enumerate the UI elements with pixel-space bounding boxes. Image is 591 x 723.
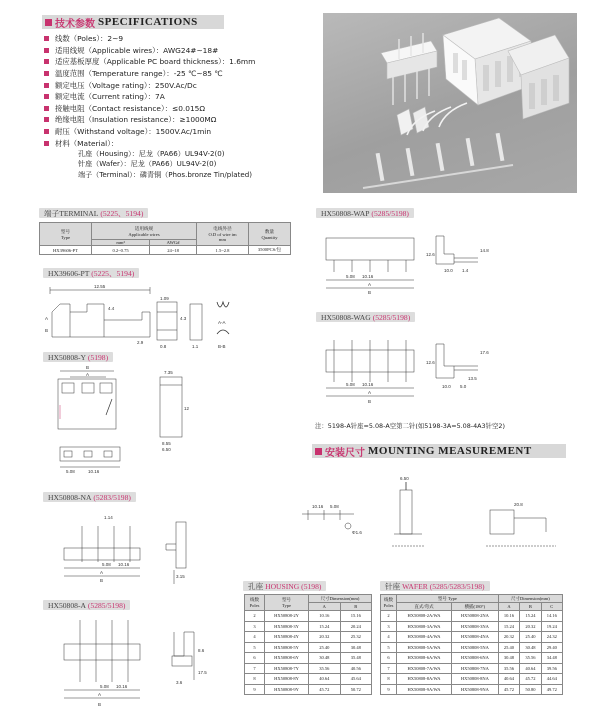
table-cell: 20.24 xyxy=(340,621,372,632)
product-photo xyxy=(323,13,577,193)
table-cell: 30.48 xyxy=(309,653,341,664)
table-cell: HX50808-9A/WA xyxy=(397,684,452,695)
table-row xyxy=(245,611,372,622)
table-cell: HX50808-6Y xyxy=(265,653,309,664)
wap-section-label: HX50808-WAP (5285/5198) xyxy=(316,208,414,218)
material-item: 针座（Wafer）：尼龙（PA66）UL94V-2(0) xyxy=(78,159,217,169)
terminal-h-wires-en: Applicable wires xyxy=(128,231,160,237)
terminal-strip-image xyxy=(363,133,513,188)
wap-dim-pitch: 5.08 xyxy=(346,274,355,279)
housing-section-label: 孔座 HOUSING (5198) xyxy=(243,581,326,591)
connector-photo-illustration xyxy=(323,13,577,193)
note-text: 注：5198-A针座=5.08-A空第二针(如5198-3A=5.08-4A3针空2) xyxy=(315,422,505,430)
spec-item: 额定电压（Voltage rating）：250V.Ac/Dc xyxy=(44,79,324,91)
table-row xyxy=(245,632,372,643)
table-cell: HX50808-8NA xyxy=(451,674,498,685)
table-cell: 14.16 xyxy=(541,611,562,622)
housing-h-dim: 尺寸Dimension(mm) xyxy=(309,595,372,603)
terminal-table xyxy=(39,222,291,255)
specifications-title-cn: 技术参数 xyxy=(55,18,95,30)
bullet-icon xyxy=(44,129,49,134)
table-cell: 2 xyxy=(381,611,397,622)
table-cell: HX50808-9Y xyxy=(265,684,309,695)
table-cell: 6 xyxy=(381,653,397,664)
spec-item: 耐压（Withstand voltage）：1500V.Ac/1min xyxy=(44,126,324,138)
y-dim-w: 8.55 xyxy=(162,441,171,446)
table-row xyxy=(381,684,563,695)
na-dim-s2: 10.16 xyxy=(118,562,130,567)
pt-label-a: A xyxy=(45,316,49,321)
table-cell: HX50808-8Y xyxy=(265,674,309,685)
wap-dim-h2: 14.8 xyxy=(480,248,489,253)
table-cell: 3 xyxy=(245,621,265,632)
pt-dim-d: 0.8 xyxy=(160,344,167,349)
table-cell: 30.48 xyxy=(498,653,519,664)
table-row xyxy=(381,621,563,632)
pt-dim-c: 1.09 xyxy=(160,296,169,301)
table-row xyxy=(381,611,563,622)
table-cell: 3 xyxy=(381,621,397,632)
table-row xyxy=(381,653,563,664)
table-cell: 30.48 xyxy=(520,642,541,653)
bullet-icon xyxy=(44,48,49,53)
table-cell: 2 xyxy=(245,611,265,622)
a-section-label: HX50808-A (5285/5198) xyxy=(43,600,130,610)
table-row xyxy=(381,674,563,685)
wap-dim-w: 10.0 xyxy=(444,268,453,273)
table-cell: 49.72 xyxy=(541,684,562,695)
wafer-h-type-cn: 型号 xyxy=(437,595,447,601)
terminal-h-model-cn: 型号 xyxy=(60,228,71,234)
table-cell: HX50808-3A/WA xyxy=(397,621,452,632)
a-dim-h: 8.6 xyxy=(198,648,205,653)
table-cell: HX50808-5A/WA xyxy=(397,642,452,653)
wap-wafer-drawing xyxy=(318,222,498,300)
table-cell: 20.32 xyxy=(498,632,519,643)
wafer-h-straight: 直式/弯式 xyxy=(397,603,452,611)
table-cell: 10.16 xyxy=(498,611,519,622)
table-cell: 25.40 xyxy=(520,632,541,643)
table-cell: 50.72 xyxy=(340,684,372,695)
spec-item: 接触电阻（Contact resistance）：≤0.015Ω xyxy=(44,103,324,115)
housing-h-a: A xyxy=(309,603,341,611)
na-dim-top: 1.14 xyxy=(104,515,113,520)
wafer-h-angle: 横插(180°) xyxy=(451,603,498,611)
table-cell: 8 xyxy=(245,674,265,685)
table-row xyxy=(245,674,372,685)
table-cell: 35.56 xyxy=(520,653,541,664)
a-label-a: A xyxy=(98,692,102,697)
wafer-table-body xyxy=(381,611,563,695)
pt-dim-w: 4.4 xyxy=(108,306,115,311)
na-section-label: HX50808-NA (5283/5198) xyxy=(43,492,136,502)
material-item: 孔座（Housing）：尼龙（PA66）UL94V-2(0) xyxy=(78,148,225,158)
table-cell: 15.24 xyxy=(498,621,519,632)
table-cell: 40.64 xyxy=(309,674,341,685)
housing-h-type-cn: 型号 xyxy=(282,597,291,602)
wap-label-a: A xyxy=(368,282,372,287)
specifications-title-en: SPECIFICATIONS xyxy=(98,16,198,28)
wag-dim-h: 12.6 xyxy=(426,360,435,365)
table-row xyxy=(245,684,372,695)
wag-section-label: HX50808-WAG (5285/5198) xyxy=(316,312,415,322)
table-row xyxy=(245,621,372,632)
na-wafer-drawing xyxy=(42,504,202,596)
mounting-drawing xyxy=(296,470,576,570)
na-dim-h: 3.15 xyxy=(176,574,185,579)
pt-terminal-drawing xyxy=(42,282,242,352)
table-cell: 25.32 xyxy=(340,632,372,643)
pt-dim-a: 4.3 xyxy=(180,316,187,321)
table-cell: HX50808-7A/WA xyxy=(397,663,452,674)
table-cell: HX50808-4A/WA xyxy=(397,632,452,643)
wafer-h-c: C xyxy=(541,603,562,611)
table-cell: 35.56 xyxy=(309,663,341,674)
housing-h-poles-en: Poles xyxy=(249,603,260,608)
bullet-icon xyxy=(44,71,49,76)
table-cell: 5 xyxy=(381,642,397,653)
wafer-h-poles-cn: 线数 xyxy=(384,597,393,602)
table-cell: 40.56 xyxy=(340,663,372,674)
a-label-b: B xyxy=(98,702,102,707)
pt-dim-b: 2.9 xyxy=(137,340,144,345)
wag-dim-pitch2: 10.16 xyxy=(362,382,374,387)
table-cell: 6 xyxy=(245,653,265,664)
terminal-section-label: 端子 TERMINAL (5225、5194) xyxy=(39,208,148,218)
table-row xyxy=(381,632,563,643)
terminal-h-mm2: mm² xyxy=(92,240,150,246)
table-row xyxy=(245,642,372,653)
housing-h-poles-cn: 线数 xyxy=(250,597,259,602)
table-row xyxy=(381,642,563,653)
na-label-a: A xyxy=(100,570,104,575)
spec-item: 材料（Material）： xyxy=(44,137,324,149)
material-item: 端子（Terminal）：磷青铜（Phos.bronze Tin/plated) xyxy=(78,169,252,179)
terminal-cell-awg: 24~18 xyxy=(150,246,197,255)
table-cell: 9 xyxy=(245,684,265,695)
pt-label-aa: A-A xyxy=(218,320,226,325)
table-cell: HX50808-5Y xyxy=(265,642,309,653)
housing-table xyxy=(244,594,372,695)
table-cell: HX50808-2NA xyxy=(451,611,498,622)
wap-dim-b: 1.4 xyxy=(462,268,469,273)
pt-dim-length: 12.55 xyxy=(94,284,106,289)
housing-table-body xyxy=(245,611,372,695)
mounting-header xyxy=(312,444,566,458)
terminal-h-model-en: Type xyxy=(60,234,71,240)
table-cell: 35.48 xyxy=(340,653,372,664)
terminal-h-qty-cn: 数量 xyxy=(264,228,275,234)
wafer-h-type-en: Type xyxy=(447,595,457,601)
mount-dim-1: 10.16 xyxy=(312,504,324,509)
mounting-title-cn: 安装尺寸 xyxy=(325,447,365,459)
wafer-section-label: 针座 WAFER (5285/5283/5198) xyxy=(380,581,490,591)
table-row xyxy=(245,663,372,674)
terminal-h-awg: AWG# xyxy=(150,240,197,246)
spec-item: 线数（Poles）：2~9 xyxy=(44,33,324,45)
table-cell: 34.48 xyxy=(541,653,562,664)
right-angle-wafer-image xyxy=(397,103,467,135)
wap-label-b: B xyxy=(368,290,372,295)
spec-item: 适应基板厚度（Applicable PC board thickness）：1.6mm xyxy=(44,56,324,68)
na-label-b: B xyxy=(100,578,104,583)
y-dim-side: 12 xyxy=(184,406,190,411)
table-cell: 9 xyxy=(381,684,397,695)
table-cell: 20.32 xyxy=(520,621,541,632)
terminal-h-wires-cn: 适用线规 xyxy=(134,225,154,231)
bullet-icon xyxy=(45,19,52,26)
y-dim-bot: 6.50 xyxy=(162,447,171,452)
table-cell: 29.40 xyxy=(541,642,562,653)
table-cell: 7 xyxy=(245,663,265,674)
terminal-cell-mm2: 0.2~0.75 xyxy=(92,246,150,255)
y-housing-drawing xyxy=(42,365,202,480)
table-cell: HX50808-7Y xyxy=(265,663,309,674)
table-cell: 45.72 xyxy=(520,674,541,685)
table-cell: 15.16 xyxy=(340,611,372,622)
bullet-icon xyxy=(44,141,49,146)
wag-label-b: B xyxy=(368,399,372,404)
mount-dim-4: 20.8 xyxy=(514,502,523,507)
mounting-title-en: MOUNTING MEASUREMENT xyxy=(368,445,532,457)
housing-h-type-en: Type xyxy=(282,603,291,608)
table-cell: HX50808-3NA xyxy=(451,621,498,632)
wafer-table xyxy=(380,594,563,695)
table-cell: 45.72 xyxy=(498,684,519,695)
housing-h-b: B xyxy=(340,603,372,611)
wap-dim-pitch2: 10.16 xyxy=(362,274,374,279)
wafer-image xyxy=(381,33,437,105)
wafer-h-dim: 尺寸Dimension(mm) xyxy=(498,595,562,603)
table-cell: 25.40 xyxy=(309,642,341,653)
table-cell: HX50808-4Y xyxy=(265,632,309,643)
bullet-icon xyxy=(44,83,49,88)
table-cell: 15.24 xyxy=(520,611,541,622)
wag-dim-pitch: 5.08 xyxy=(346,382,355,387)
pt-label-bb: B-B xyxy=(218,344,226,349)
mount-dim-ang: Φ1.6 xyxy=(352,530,362,535)
table-cell: 40.64 xyxy=(520,663,541,674)
table-cell: HX50808-6A/WA xyxy=(397,653,452,664)
table-cell: 25.40 xyxy=(498,642,519,653)
y-dim-h: 7.35 xyxy=(164,370,173,375)
spec-item: 额定电流（Current rating）：7A xyxy=(44,91,324,103)
a-wafer-drawing xyxy=(42,612,212,712)
table-cell: 5 xyxy=(245,642,265,653)
table-cell: 7 xyxy=(381,663,397,674)
y-dim-pitch: 5.08 xyxy=(66,469,75,474)
wag-dim-b: 5.0 xyxy=(460,384,467,389)
spec-item: 绝缘电阻（Insulation resistance）：≥1000MΩ xyxy=(44,114,324,126)
table-cell: 30.48 xyxy=(340,642,372,653)
wafer-h-a: A xyxy=(498,603,519,611)
bullet-icon xyxy=(44,36,49,41)
pt-dim-e: 1.1 xyxy=(192,344,199,349)
wag-wafer-drawing xyxy=(318,326,498,412)
pt-section-label: HX39606-PT (5225、5194) xyxy=(43,268,139,278)
table-cell: 35.56 xyxy=(498,663,519,674)
pt-label-b: B xyxy=(45,328,49,333)
table-cell: HX50808-8A/WA xyxy=(397,674,452,685)
table-cell: 45.72 xyxy=(309,684,341,695)
table-cell: HX50808-6NA xyxy=(451,653,498,664)
table-cell: 24.32 xyxy=(541,632,562,643)
table-cell: 40.64 xyxy=(498,674,519,685)
table-cell: 10.16 xyxy=(309,611,341,622)
a-dim-pitch2: 10.16 xyxy=(116,684,128,689)
table-cell: 20.32 xyxy=(309,632,341,643)
terminal-h-od-cn: 电线外径 xyxy=(213,226,232,231)
bullet-icon xyxy=(44,94,49,99)
table-cell: HX50808-4NA xyxy=(451,632,498,643)
terminal-cell-type: HX39606-PT xyxy=(40,246,92,255)
table-row xyxy=(245,653,372,664)
terminal-cell-qty: 3500PCS/包 xyxy=(249,246,291,255)
spec-item: 适用线规（Applicable wires）：AWG24#~18# xyxy=(44,45,324,57)
specifications-header xyxy=(42,15,224,29)
bullet-icon xyxy=(315,448,322,455)
wap-dim-h: 12.6 xyxy=(426,252,435,257)
table-cell: 19.24 xyxy=(541,621,562,632)
table-cell: 8 xyxy=(381,674,397,685)
y-dim-pitch2: 10.16 xyxy=(88,469,100,474)
table-cell: 50.80 xyxy=(520,684,541,695)
y-label-b: B xyxy=(86,365,90,370)
table-cell: 4 xyxy=(245,632,265,643)
y-label-a: A xyxy=(86,372,90,377)
spec-item: 温度范围（Temperature range）：-25 ℃~85 ℃ xyxy=(44,68,324,80)
terminal-h-od-unit: mm xyxy=(218,237,227,242)
mount-dim-3: 6.50 xyxy=(400,476,409,481)
a-dim-pitch: 5.08 xyxy=(100,684,109,689)
mount-dim-2: 5.08 xyxy=(330,504,339,509)
wag-dim-w: 10.0 xyxy=(442,384,451,389)
table-cell: HX50808-2Y xyxy=(265,611,309,622)
wag-dim-h3: 13.5 xyxy=(468,376,477,381)
terminal-h-od-en: O.D of wire im xyxy=(208,232,237,237)
wag-label-a: A xyxy=(368,390,372,395)
terminal-cell-od: 1.5~2.8 xyxy=(197,246,249,255)
table-cell: HX50808-2A/WA xyxy=(397,611,452,622)
table-cell: HX50808-5NA xyxy=(451,642,498,653)
terminal-h-qty-en: Quantity xyxy=(261,234,278,240)
a-dim-h2: 17.5 xyxy=(198,670,207,675)
wag-dim-h2: 17.6 xyxy=(480,350,489,355)
table-cell: 45.64 xyxy=(340,674,372,685)
a-dim-w: 3.6 xyxy=(176,680,183,685)
table-cell: 39.56 xyxy=(541,663,562,674)
bullet-icon xyxy=(44,59,49,64)
table-row xyxy=(381,663,563,674)
spec-list xyxy=(44,33,324,180)
wafer-h-b: B xyxy=(520,603,541,611)
wafer-h-poles-en: Poles xyxy=(383,603,394,608)
na-dim-s1: 5.08 xyxy=(102,562,111,567)
table-cell: HX50808-7NA xyxy=(451,663,498,674)
bullet-icon xyxy=(44,106,49,111)
table-cell: HX50808-3Y xyxy=(265,621,309,632)
table-cell: 15.24 xyxy=(309,621,341,632)
table-cell: 4 xyxy=(381,632,397,643)
bullet-icon xyxy=(44,117,49,122)
y-section-label: HX50808-Y (5198) xyxy=(43,352,113,362)
table-cell: HX50808-9NA xyxy=(451,684,498,695)
table-cell: 44.64 xyxy=(541,674,562,685)
